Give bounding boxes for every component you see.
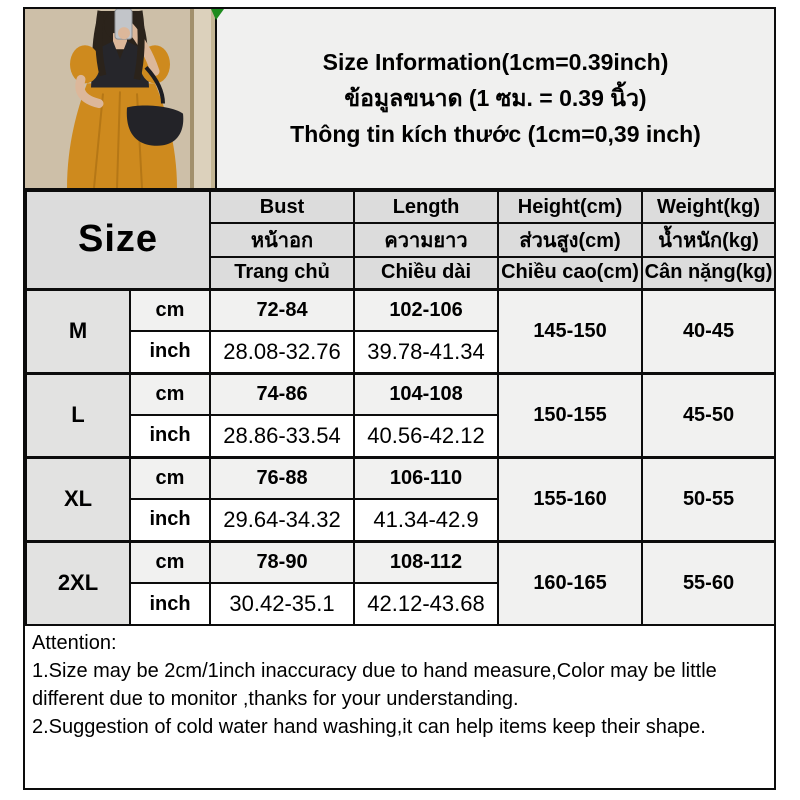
size-2xl-height: 160-165 — [498, 541, 642, 625]
size-2xl-bust-inch: 30.42-35.1 — [210, 583, 354, 625]
size-xl-bust-inch: 29.64-34.32 — [210, 499, 354, 541]
header-weight-en: Weight(kg) — [642, 191, 775, 223]
title-english: Size Information(1cm=0.39inch) — [322, 49, 669, 76]
header-height-th: ส่วนสูง(cm) — [498, 223, 642, 257]
size-2xl-bust-cm: 78-90 — [210, 541, 354, 583]
header-length-vi: Chiều dài — [354, 257, 498, 289]
header-weight-th: น้ำหนัก(kg) — [642, 223, 775, 257]
size-xl-weight: 50-55 — [642, 457, 775, 541]
size-l-length-inch: 40.56-42.12 — [354, 415, 498, 457]
unit-inch-label: inch — [130, 583, 210, 625]
size-2xl-label: 2XL — [26, 541, 130, 625]
title-thai: ข้อมูลขนาด (1 ซม. = 0.39 นิ้ว) — [344, 85, 647, 112]
size-m-length-cm: 102-106 — [354, 289, 498, 331]
attention-section — [25, 626, 774, 788]
header-length-th: ความยาว — [354, 223, 498, 257]
size-xl-length-inch: 41.34-42.9 — [354, 499, 498, 541]
green-triangle-icon — [211, 9, 224, 20]
size-xl-height: 155-160 — [498, 457, 642, 541]
size-l-weight: 45-50 — [642, 373, 775, 457]
size-m-label: M — [26, 289, 130, 373]
size-m-bust-cm: 72-84 — [210, 289, 354, 331]
size-info-title — [217, 9, 774, 188]
header-height-vi: Chiều cao(cm) — [498, 257, 642, 289]
title-vietnamese: Thông tin kích thước (1cm=0,39 inch) — [290, 120, 701, 147]
size-xl-label: XL — [26, 457, 130, 541]
unit-inch-label: inch — [130, 331, 210, 373]
size-xl-length-cm: 106-110 — [354, 457, 498, 499]
attention-note-2: 2.Suggestion of cold water hand washing,it can help items keep their shape. — [32, 716, 706, 738]
attention-heading: Attention: — [32, 632, 117, 654]
size-m-length-inch: 39.78-41.34 — [354, 331, 498, 373]
size-2xl-length-cm: 108-112 — [354, 541, 498, 583]
size-2xl-weight: 55-60 — [642, 541, 775, 625]
size-l-label: L — [26, 373, 130, 457]
unit-cm-label: cm — [130, 373, 210, 415]
attention-note-1: 1.Size may be 2cm/1inch inaccuracy due to hand measure,Color may be little different due to monitor ,thanks for your understanding. — [32, 660, 717, 710]
size-m-weight: 40-45 — [642, 289, 775, 373]
size-l-length-cm: 104-108 — [354, 373, 498, 415]
header-height-en: Height(cm) — [498, 191, 642, 223]
size-header-cell: Size — [26, 191, 210, 289]
size-table — [25, 190, 776, 626]
header-bust-vi: Trang chủ — [210, 257, 354, 289]
top-section — [25, 9, 774, 190]
unit-cm-label: cm — [130, 541, 210, 583]
size-l-height: 150-155 — [498, 373, 642, 457]
size-l-bust-cm: 74-86 — [210, 373, 354, 415]
unit-cm-label: cm — [130, 457, 210, 499]
size-chart-sheet — [23, 7, 776, 790]
unit-inch-label: inch — [130, 499, 210, 541]
header-bust-th: หน้าอก — [210, 223, 354, 257]
unit-cm-label: cm — [130, 289, 210, 331]
size-2xl-length-inch: 42.12-43.68 — [354, 583, 498, 625]
header-length-en: Length — [354, 191, 498, 223]
header-bust-en: Bust — [210, 191, 354, 223]
unit-inch-label: inch — [130, 415, 210, 457]
size-xl-bust-cm: 76-88 — [210, 457, 354, 499]
product-photo-illustration — [25, 9, 215, 188]
size-m-bust-inch: 28.08-32.76 — [210, 331, 354, 373]
product-photo — [25, 9, 217, 188]
header-weight-vi: Cân nặng(kg) — [642, 257, 775, 289]
size-l-bust-inch: 28.86-33.54 — [210, 415, 354, 457]
size-m-height: 145-150 — [498, 289, 642, 373]
